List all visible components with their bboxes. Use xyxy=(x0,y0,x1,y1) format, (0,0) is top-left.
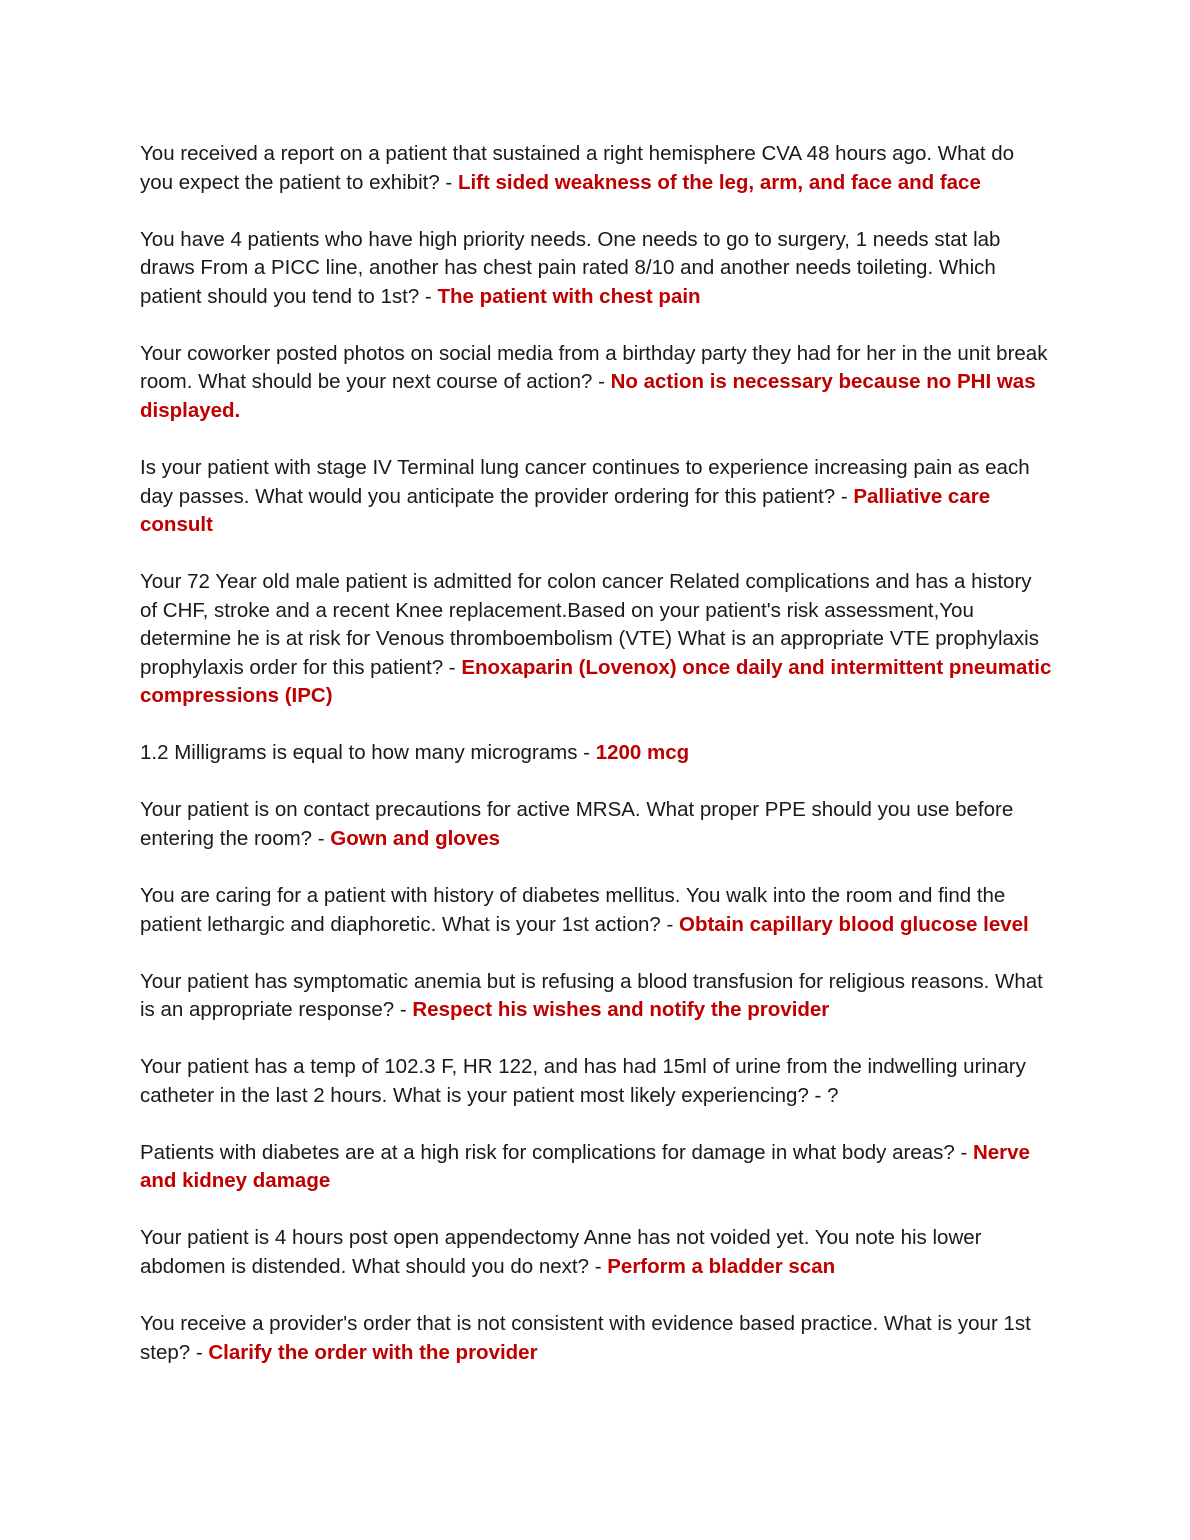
qa-item xyxy=(140,1310,1052,1367)
answer-text: Perform a bladder scan xyxy=(607,1254,836,1278)
answer-text: 1200 mcg xyxy=(595,741,690,765)
answer-text: Enoxaparin (Lovenox) once daily and intermittent pneumatic compressions (IPC) xyxy=(140,655,1052,708)
question-text: Is your patient with stage IV Terminal lung cancer continues to experience increasing pain as each day passes. What would you anticipate the provider ordering for this patient? - xyxy=(140,455,1030,508)
question-text: Your patient is on contact precautions for active MRSA. What proper PPE should you use before entering the room? - xyxy=(140,798,1014,851)
answer-text: Palliative care consult xyxy=(140,484,991,537)
qa-item xyxy=(140,568,1052,711)
document-page xyxy=(140,140,1052,1395)
qa-item xyxy=(140,1053,1052,1110)
question-text: Your 72 Year old male patient is admitted for colon cancer Related complications and has a history of CHF, stroke and a recent Knee replacement.Based on your patient's risk assessment,You determine he is at risk for Venous thromboembolism (VTE) What is an appropriate VTE prophylaxis prophylaxis order for this patient? - xyxy=(140,570,1039,679)
answer-text: No action is necessary because no PHI was displayed. xyxy=(140,370,1036,422)
answer-text: Obtain capillary blood glucose level xyxy=(679,912,1029,936)
qa-item xyxy=(140,882,1052,939)
qa-item xyxy=(140,796,1052,853)
question-text: You received a report on a patient that sustained a right hemisphere CVA 48 hours ago. What do you expect the patient to exhibit? - xyxy=(140,142,1015,194)
question-text: 1.2 Milligrams is equal to how many micrograms - xyxy=(140,741,596,765)
answer-text: Gown and gloves xyxy=(330,827,501,851)
qa-item xyxy=(140,226,1052,312)
question-text: Your coworker posted photos on social media from a birthday party they had for her in the unit break room. What should be your next course of action? - xyxy=(140,341,1048,394)
answer-text: Nerve and kidney damage xyxy=(140,1140,1030,1193)
qa-item xyxy=(140,1139,1052,1196)
answer-text: Respect his wishes and notify the provider xyxy=(412,998,830,1022)
answer-text: Lift sided weakness of the leg, arm, and face and face xyxy=(457,170,981,194)
question-text: You are caring for a patient with history of diabetes mellitus. You walk into the room and find the patient lethargic and diaphoretic. What is your 1st action? - xyxy=(140,884,1006,936)
answer-text: Clarify the order with the provider xyxy=(208,1340,538,1364)
question-text: You receive a provider's order that is not consistent with evidence based practice. What is your 1st step? - xyxy=(140,1311,1031,1364)
question-text: Your patient has symptomatic anemia but is refusing a blood transfusion for religious reasons. What is an appropriate response? - xyxy=(140,969,1043,1022)
answer-text: The patient with chest pain xyxy=(437,284,701,308)
question-text: Patients with diabetes are at a high risk for complications for damage in what body areas? - xyxy=(140,1140,973,1164)
qa-item xyxy=(140,739,1052,768)
qa-item xyxy=(140,454,1052,540)
qa-item xyxy=(140,140,1052,197)
qa-item xyxy=(140,1224,1052,1281)
question-text: Your patient is 4 hours post open appendectomy Anne has not voided yet. You note his lower abdomen is distended. What should you do next? - xyxy=(140,1226,982,1278)
question-text: Your patient has a temp of 102.3 F, HR 122, and has had 15ml of urine from the indwelling urinary catheter in the last 2 hours. What is your patient most likely experiencing? - ? xyxy=(140,1055,1026,1107)
qa-item xyxy=(140,968,1052,1025)
qa-item xyxy=(140,340,1052,426)
question-text: You have 4 patients who have high priority needs. One needs to go to surgery, 1 needs stat lab draws From a PICC line, another has chest pain rated 8/10 and another needs toileting. Which patient should you tend to 1st? - xyxy=(140,227,1001,308)
